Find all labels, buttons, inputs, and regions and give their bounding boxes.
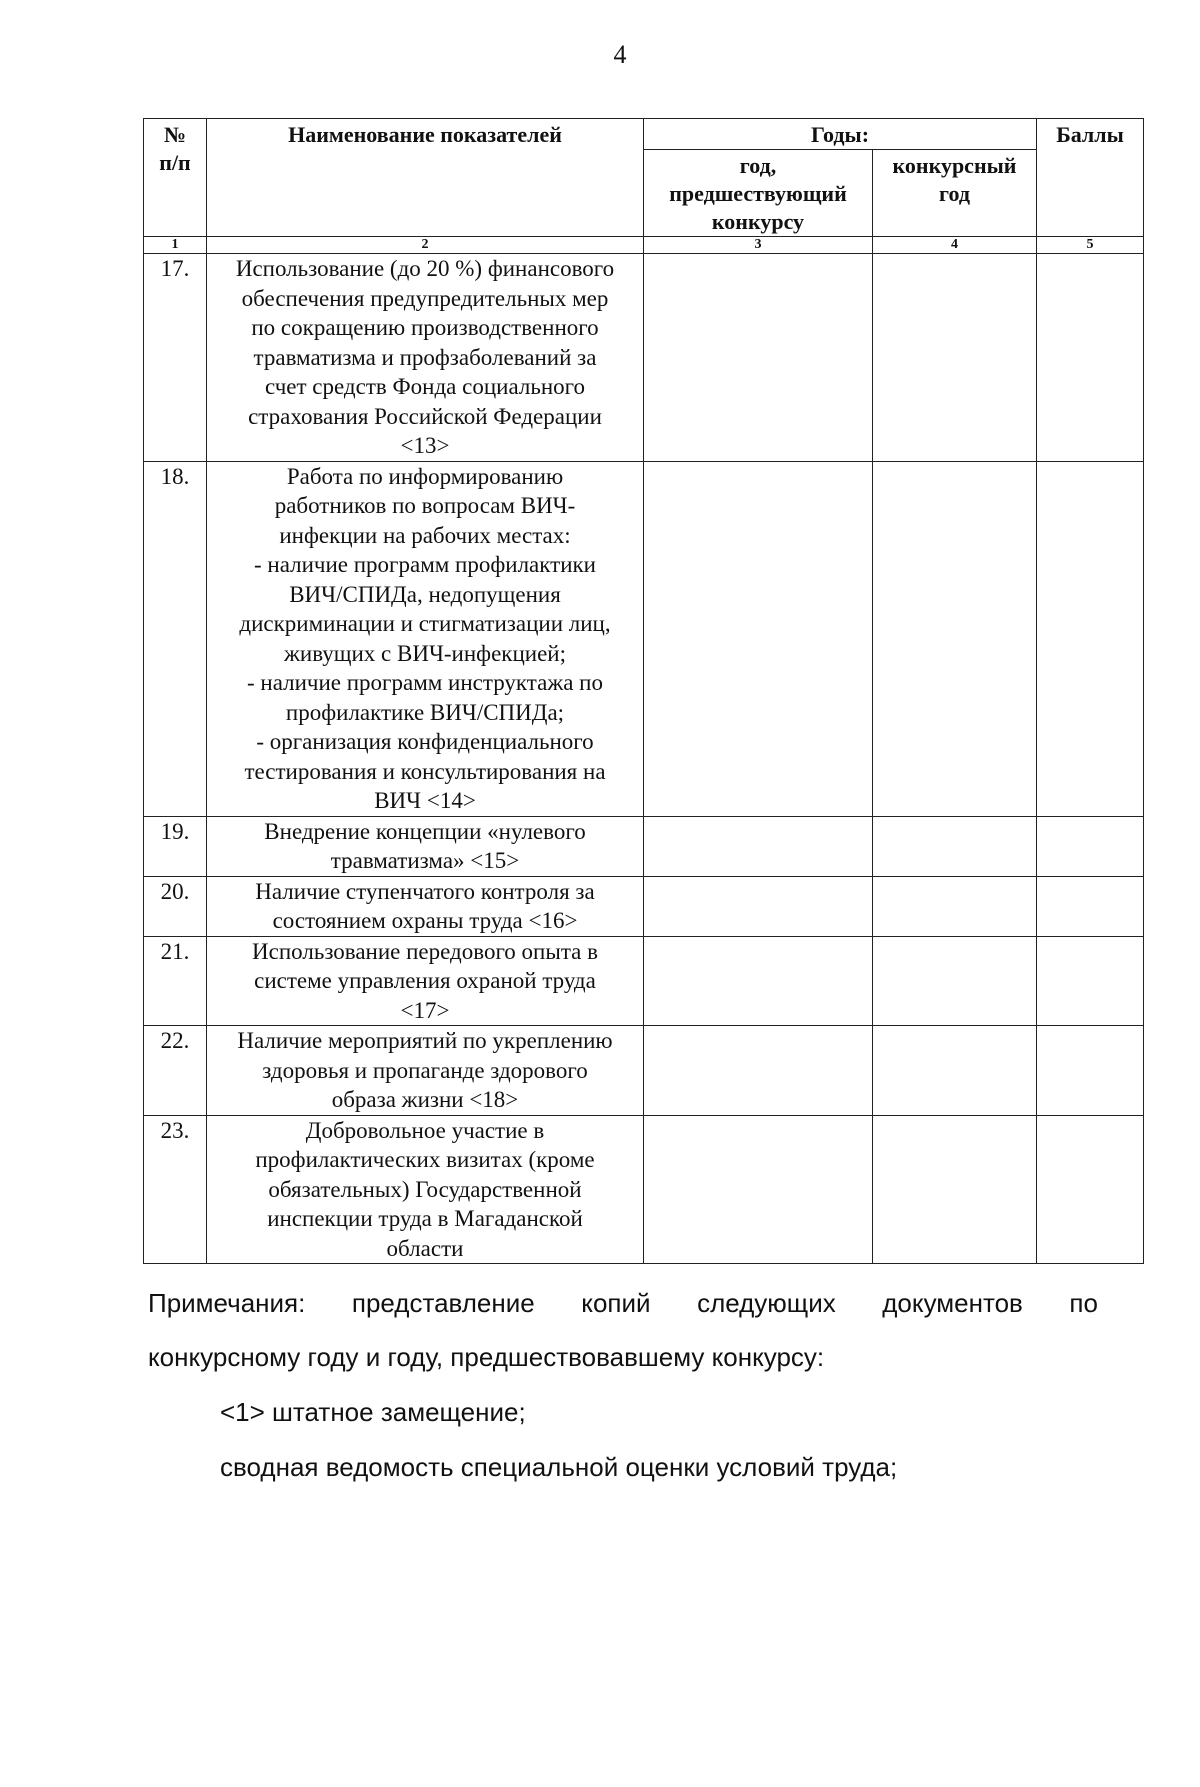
contest-year-cell [873, 1115, 1037, 1264]
table-row [144, 254, 1144, 462]
notes-intro-line [148, 1288, 1098, 1319]
prev-year-cell [644, 461, 873, 816]
contest-year-cell [873, 816, 1037, 876]
points-cell [1037, 1026, 1144, 1116]
indicator-name: Использование передового опыта в системе управления охраной труда <17> [207, 936, 644, 1026]
table-row [144, 936, 1144, 1026]
header-num: № п/п [144, 119, 207, 237]
header-contest-year: конкурсный год [873, 150, 1037, 237]
prev-year-cell [644, 254, 873, 462]
table-row [144, 876, 1144, 936]
notes-word: по [1069, 1288, 1098, 1318]
row-number: 22. [144, 1026, 207, 1116]
indicator-name: Наличие мероприятий по укреплению здоровья и пропаганде здорового образа жизни <18> [207, 1026, 644, 1116]
notes-line-2: конкурсному году и году, предшествовавшему конкурсу: [148, 1342, 825, 1372]
table-row [144, 816, 1144, 876]
page-number: 4 [613, 40, 627, 69]
table-row [144, 461, 1144, 816]
prev-year-cell [644, 936, 873, 1026]
points-cell [1037, 254, 1144, 462]
column-number: 1 [144, 237, 207, 254]
header-points: Баллы [1037, 119, 1144, 237]
column-number: 5 [1037, 237, 1144, 254]
points-cell [1037, 1115, 1144, 1264]
notes-word: представление [351, 1288, 535, 1318]
row-number: 18. [144, 461, 207, 816]
notes-word: копий [581, 1288, 651, 1318]
row-number: 19. [144, 816, 207, 876]
points-cell [1037, 816, 1144, 876]
header-prev-year: год, предшествующий конкурсу [644, 150, 873, 237]
column-number: 3 [644, 237, 873, 254]
header-row-1 [144, 119, 1144, 150]
points-cell [1037, 876, 1144, 936]
contest-year-cell [873, 1026, 1037, 1116]
header-years: Годы: [644, 119, 1037, 150]
indicator-name: Работа по информированию работников по вопросам ВИЧ- инфекции на рабочих местах: - наличие программ профилактики ВИЧ/СПИДа, недопущения дискриминации и стигматизации лиц, живущих с ВИЧ-инфекцией; - наличие программ инструктажа по профилактике ВИЧ/СПИДа; - организация конфиденциального тестирования и консультирования на ВИЧ <14> [207, 461, 644, 816]
prev-year-cell [644, 876, 873, 936]
prev-year-cell [644, 1115, 873, 1264]
notes-line-4: сводная ведомость специальной оценки условий труда; [220, 1452, 898, 1482]
row-number: 20. [144, 876, 207, 936]
table-row [144, 1026, 1144, 1116]
notes-word: следующих [697, 1288, 836, 1318]
column-numbers-row [144, 237, 1144, 254]
notes-line-3: <1> штатное замещение; [220, 1397, 526, 1427]
prev-year-cell [644, 816, 873, 876]
table-row [144, 1115, 1144, 1264]
prev-year-cell [644, 1026, 873, 1116]
indicator-name: Добровольное участие в профилактических визитах (кроме обязательных) Государственной инспекции труда в Магаданской области [207, 1115, 644, 1264]
points-cell [1037, 461, 1144, 816]
contest-year-cell [873, 254, 1037, 462]
contest-year-cell [873, 461, 1037, 816]
indicator-name: Использование (до 20 %) финансового обеспечения предупредительных мер по сокращению производственного травматизма и профзаболеваний за счет средств Фонда социального страхования Российской Федерации <13> [207, 254, 644, 462]
notes-word: Примечания: [148, 1288, 306, 1318]
column-number: 4 [873, 237, 1037, 254]
indicator-name: Наличие ступенчатого контроля за состоянием охраны труда <16> [207, 876, 644, 936]
column-number: 2 [207, 237, 644, 254]
contest-year-cell [873, 876, 1037, 936]
indicators-table [143, 118, 1144, 1264]
row-number: 21. [144, 936, 207, 1026]
indicator-name: Внедрение концепции «нулевого травматизма» <15> [207, 816, 644, 876]
contest-year-cell [873, 936, 1037, 1026]
header-name: Наименование показателей [207, 119, 644, 237]
row-number: 23. [144, 1115, 207, 1264]
points-cell [1037, 936, 1144, 1026]
notes-word: документов [882, 1288, 1023, 1318]
row-number: 17. [144, 254, 207, 462]
